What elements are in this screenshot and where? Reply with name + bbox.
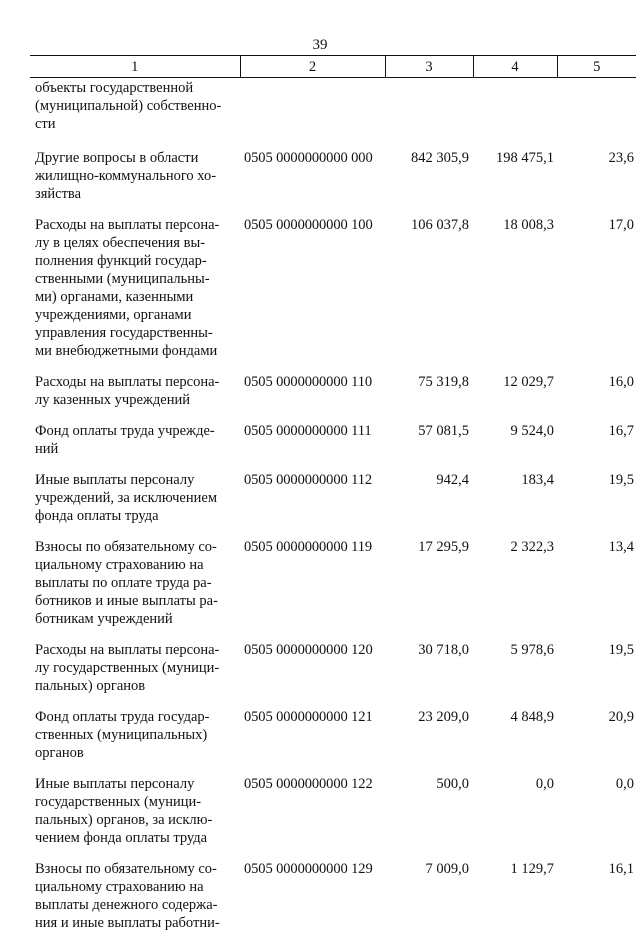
- row-name: [30, 708, 240, 775]
- row-value-col5: 23,6: [557, 149, 636, 216]
- row-name-line: пальных) органов: [35, 677, 238, 695]
- row-value-col3: [385, 78, 473, 150]
- row-name-line: пальных) органов, за исклю-: [35, 811, 238, 829]
- row-name-line: Фонд оплаты труда государ-: [35, 708, 238, 726]
- header-col-4: 4: [473, 56, 557, 78]
- table-row: [30, 373, 636, 422]
- row-code: 0505 0000000000 111: [240, 422, 385, 471]
- row-name-line: учреждениями, органами: [35, 306, 238, 324]
- row-name-line: (муниципальной) собственно-: [35, 97, 238, 115]
- row-value-col5: 16,0: [557, 373, 636, 422]
- row-name: [30, 775, 240, 860]
- row-code: 0505 0000000000 000: [240, 149, 385, 216]
- row-name-line: Расходы на выплаты персона-: [35, 373, 238, 391]
- page-number: 39: [0, 36, 640, 54]
- row-name-line: государственных (муници-: [35, 793, 238, 811]
- row-name-line: ботников и иные выплаты ра-: [35, 592, 238, 610]
- row-name-line: Взносы по обязательному со-: [35, 860, 238, 878]
- row-name: [30, 373, 240, 422]
- row-name-line: ботникам учреждений: [35, 610, 238, 628]
- table-row: [30, 471, 636, 538]
- row-code: 0505 0000000000 110: [240, 373, 385, 422]
- row-name-line: сти: [35, 115, 238, 133]
- row-name-line: ми внебюджетными фондами: [35, 342, 238, 360]
- row-name-line: Иные выплаты персоналу: [35, 471, 238, 489]
- row-name-line: фонда оплаты труда: [35, 507, 238, 525]
- row-name-line: полнения функций государ-: [35, 252, 238, 270]
- row-value-col4: 198 475,1: [473, 149, 557, 216]
- row-value-col3: 7 009,0: [385, 860, 473, 945]
- row-value-col3: 30 718,0: [385, 641, 473, 708]
- table-row: [30, 538, 636, 641]
- row-value-col3: 75 319,8: [385, 373, 473, 422]
- row-value-col4: 18 008,3: [473, 216, 557, 373]
- row-name: [30, 860, 240, 945]
- row-name-line: лу казенных учреждений: [35, 391, 238, 409]
- row-name-line: ственных (муниципальных): [35, 726, 238, 744]
- row-name-line: Фонд оплаты труда учрежде-: [35, 422, 238, 440]
- row-value-col5: 19,5: [557, 641, 636, 708]
- row-name: [30, 216, 240, 373]
- row-value-col5: 16,7: [557, 422, 636, 471]
- row-name: [30, 422, 240, 471]
- row-name: [30, 471, 240, 538]
- row-value-col5: [557, 78, 636, 150]
- table-row: [30, 708, 636, 775]
- row-name-line: ственными (муниципальны-: [35, 270, 238, 288]
- row-code: 0505 0000000000 129: [240, 860, 385, 945]
- row-value-col4: 5 978,6: [473, 641, 557, 708]
- row-value-col5: 20,9: [557, 708, 636, 775]
- row-name-line: жилищно-коммунального хо-: [35, 167, 238, 185]
- budget-table: [30, 55, 636, 945]
- row-value-col3: 842 305,9: [385, 149, 473, 216]
- row-name-line: чением фонда оплаты труда: [35, 829, 238, 847]
- table-row: [30, 422, 636, 471]
- row-name-line: выплаты денежного содержа-: [35, 896, 238, 914]
- row-value-col4: 4 848,9: [473, 708, 557, 775]
- table-row: [30, 641, 636, 708]
- row-name-line: выплаты по оплате труда ра-: [35, 574, 238, 592]
- row-value-col3: 106 037,8: [385, 216, 473, 373]
- table-row: [30, 78, 636, 150]
- row-value-col5: 13,4: [557, 538, 636, 641]
- row-name-line: Иные выплаты персоналу: [35, 775, 238, 793]
- row-name-line: зяйства: [35, 185, 238, 203]
- row-value-col3: 500,0: [385, 775, 473, 860]
- row-code: 0505 0000000000 122: [240, 775, 385, 860]
- row-code: 0505 0000000000 112: [240, 471, 385, 538]
- row-name-line: объекты государственной: [35, 79, 238, 97]
- table-row: [30, 860, 636, 945]
- row-name-line: ния и иные выплаты работни-: [35, 914, 238, 932]
- row-name-line: циальному страхованию на: [35, 556, 238, 574]
- row-value-col3: 17 295,9: [385, 538, 473, 641]
- row-name-line: Другие вопросы в области: [35, 149, 238, 167]
- row-code: 0505 0000000000 121: [240, 708, 385, 775]
- row-value-col5: 19,5: [557, 471, 636, 538]
- row-name: [30, 641, 240, 708]
- row-name-line: управления государственны-: [35, 324, 238, 342]
- table-row: [30, 216, 636, 373]
- row-value-col4: 9 524,0: [473, 422, 557, 471]
- table-row: [30, 149, 636, 216]
- row-value-col5: 0,0: [557, 775, 636, 860]
- row-value-col5: 17,0: [557, 216, 636, 373]
- row-name-line: Расходы на выплаты персона-: [35, 216, 238, 234]
- row-code: 0505 0000000000 100: [240, 216, 385, 373]
- header-col-1: 1: [30, 56, 240, 78]
- row-value-col4: 1 129,7: [473, 860, 557, 945]
- row-code: 0505 0000000000 119: [240, 538, 385, 641]
- header-col-5: 5: [557, 56, 636, 78]
- row-name: [30, 538, 240, 641]
- row-name-line: ний: [35, 440, 238, 458]
- row-code: 0505 0000000000 120: [240, 641, 385, 708]
- row-name-line: учреждений, за исключением: [35, 489, 238, 507]
- table-row: [30, 775, 636, 860]
- table-body: [30, 78, 636, 945]
- row-name-line: Взносы по обязательному со-: [35, 538, 238, 556]
- row-value-col5: 16,1: [557, 860, 636, 945]
- row-value-col3: 23 209,0: [385, 708, 473, 775]
- row-code: [240, 78, 385, 150]
- row-name-line: лу государственных (муници-: [35, 659, 238, 677]
- header-col-3: 3: [385, 56, 473, 78]
- row-name-line: органов: [35, 744, 238, 762]
- row-name: [30, 149, 240, 216]
- header-col-2: 2: [240, 56, 385, 78]
- row-value-col4: 2 322,3: [473, 538, 557, 641]
- row-name-line: ми) органами, казенными: [35, 288, 238, 306]
- row-name-line: циальному страхованию на: [35, 878, 238, 896]
- row-value-col3: 942,4: [385, 471, 473, 538]
- row-value-col4: 0,0: [473, 775, 557, 860]
- row-name-line: лу в целях обеспечения вы-: [35, 234, 238, 252]
- table-header: [30, 56, 636, 78]
- row-name: [30, 78, 240, 150]
- row-name-line: Расходы на выплаты персона-: [35, 641, 238, 659]
- row-value-col4: 12 029,7: [473, 373, 557, 422]
- row-value-col3: 57 081,5: [385, 422, 473, 471]
- row-value-col4: [473, 78, 557, 150]
- row-value-col4: 183,4: [473, 471, 557, 538]
